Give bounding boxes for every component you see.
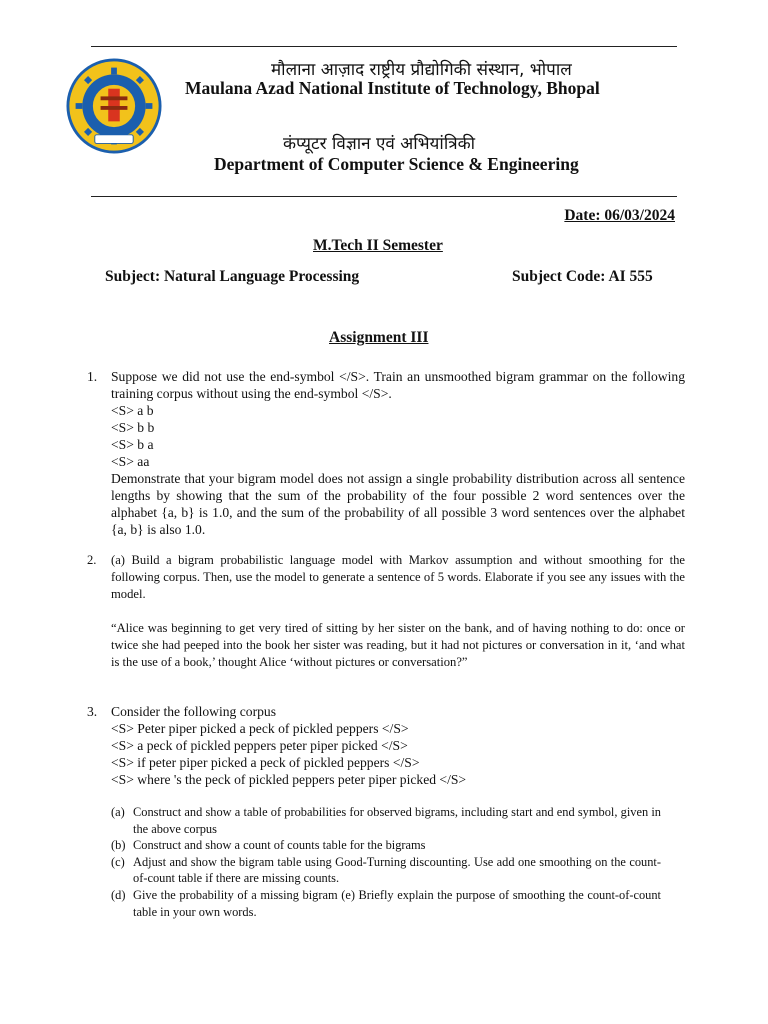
question-text: Consider the following corpus xyxy=(111,704,276,719)
sub-question xyxy=(111,804,661,837)
corpus-line: <S> a b xyxy=(111,403,154,418)
corpus-line: <S> aa xyxy=(111,454,150,469)
corpus-line: <S> if peter piper picked a peck of pickled peppers </S> xyxy=(111,755,420,770)
sub-question xyxy=(111,887,661,920)
top-rule xyxy=(91,46,677,47)
sub-question xyxy=(111,854,661,887)
hindi-department-name: कंप्यूटर विज्ञान एवं अभियांत्रिकी xyxy=(283,134,476,154)
question-3-parts xyxy=(87,804,687,920)
institute-logo xyxy=(66,58,162,154)
question-number: 3. xyxy=(87,704,98,719)
assignment-title: Assignment III xyxy=(329,329,429,346)
sub-question-text: Adjust and show the bigram table using Good-Turning discounting. Use add one smoothing on the count-of-count table if there are missing counts. xyxy=(133,854,661,886)
corpus-line: <S> b a xyxy=(111,437,154,452)
hindi-institute-name: मौलाना आज़ाद राष्ट्रीय प्रौद्योगिकी संस्थान, भोपाल xyxy=(271,60,572,80)
subject: Subject: Natural Language Processing xyxy=(105,268,360,285)
subject-code: Subject Code: AI 555 xyxy=(512,268,653,285)
sub-question-text: Give the probability of a missing bigram (e) Briefly explain the purpose of smoothing the count-of-count table in your own words. xyxy=(133,887,661,919)
sub-question-label: (c) xyxy=(111,854,125,869)
corpus-line: <S> a peck of pickled peppers peter piper picked </S> xyxy=(111,738,408,753)
corpus-line: <S> b b xyxy=(111,420,155,435)
quoted-corpus: “Alice was beginning to get very tired of sitting by her sister on the bank, and of having nothing to do: once or twice she had peeped into the book her sister was reading, but it had not pictures or conversation in it, ‘and what is the use of a book,’ thought Alice ‘without pictures or conversation?” xyxy=(111,621,685,669)
bottom-rule xyxy=(91,196,677,197)
department-name: Department of Computer Science & Engineering xyxy=(214,154,579,174)
sub-question xyxy=(111,837,661,854)
corpus-line: <S> where 's the peck of pickled peppers peter piper picked </S> xyxy=(111,772,467,787)
institute-name: Maulana Azad National Institute of Technology, Bhopal xyxy=(185,78,600,98)
question-2 xyxy=(87,552,687,671)
date: Date: 06/03/2024 xyxy=(564,207,675,224)
sub-question-text: Construct and show a count of counts table for the bigrams xyxy=(133,838,426,853)
semester: M.Tech II Semester xyxy=(313,237,443,254)
sub-question-text: Construct and show a table of probabilities for observed bigrams, including start and end symbol, given in the above corpus xyxy=(133,805,661,836)
question-text: Suppose we did not use the end-symbol </S>. Train an unsmoothed bigram grammar on the following training corpus without using the end-symbol </S>. xyxy=(111,369,685,401)
question-number: 2. xyxy=(87,553,97,567)
question-number: 1. xyxy=(87,369,98,384)
question-1 xyxy=(87,368,687,538)
question-3 xyxy=(87,703,687,788)
sub-question-label: (a) xyxy=(111,805,125,819)
corpus-line: <S> Peter piper picked a peck of pickled peppers </S> xyxy=(111,721,409,736)
question-task: Demonstrate that your bigram model does not assign a single probability distribution across all sentence lengths by showing that the sum of the probability of the four possible 2 word sentences over the alphabet {a, b} is 1.0, and the sum of the probability of all possible 3 word sentences over the alphabet {a, b} is also 1.0. xyxy=(111,471,685,537)
question-text: (a) Build a bigram probabilistic language model with Markov assumption and without smoothing for the following corpus. Then, use the model to generate a sentence of 5 words. Elaborate if you see any issues with the model. xyxy=(111,553,685,601)
sub-question-label: (d) xyxy=(111,887,126,902)
sub-question-label: (b) xyxy=(111,838,126,853)
